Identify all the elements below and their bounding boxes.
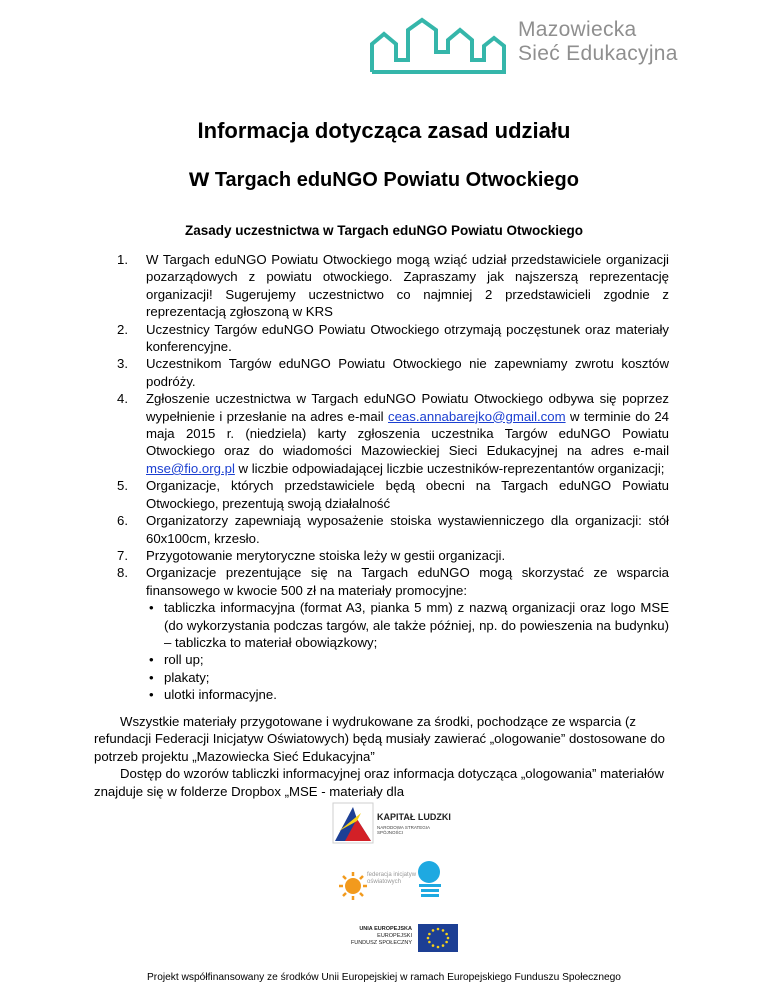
list-item: • ulotki informacyjne.	[149, 687, 277, 703]
rule-item	[117, 512, 669, 547]
rule-number: 3.	[117, 356, 128, 372]
rule-text: Organizatorzy zapewniają wyposażenie stoiska wystawienniczego dla organizacji: stół 60x100cm, krzesło.	[146, 513, 669, 546]
fio-logo	[339, 858, 449, 913]
rule-text: Organizacje prezentujące się na Targach eduNGO mogą skorzystać ze wsparcia finansowego w kwocie 500 zł na materiały promocyjne:	[146, 565, 669, 598]
logo-line-1: Mazowiecka	[518, 18, 637, 41]
kapital-ludzki-subtitle: NARODOWA STRATEGIA SPÓJNOŚCI	[377, 825, 430, 835]
title-event-name: Targach eduNGO Powiatu Otwockiego	[214, 169, 579, 191]
rules-list	[117, 251, 669, 704]
list-item: • tabliczka informacyjna (format A3, pianka 5 mm) z nazwą organizacji oraz logo MSE (do wykorzystania podczas targów, ale także później, np. do powieszenia na budynku) – tabliczka to materiał obowiązkowy;	[149, 600, 669, 650]
rule-number: 8.	[117, 565, 128, 581]
rule-item	[117, 355, 669, 390]
rule-item	[117, 251, 669, 321]
rule-text-part: w terminie do 24 maja 2015 r. (niedziela) karty zgłoszenia uczestnika Targów eduNGO Powiatu Otwockiego oraz do wiadomości Mazowieckiej Sieci Edukacyjnej na adres e-mail	[146, 408, 670, 459]
rule-text: Uczestnicy Targów eduNGO Powiatu Otwockiego otrzymają poczęstunek oraz materiały konferencyjne.	[146, 321, 669, 355]
bullet-icon: •	[149, 600, 154, 616]
eu-flag-icon	[418, 924, 458, 952]
page-title: Informacja dotycząca zasad udziału	[197, 118, 571, 143]
rule-number: 7.	[117, 547, 128, 563]
rule-number: 5.	[117, 478, 128, 494]
materials-list	[146, 599, 669, 703]
rule-number: 4.	[117, 391, 128, 407]
houses-logo-icon	[368, 16, 508, 76]
title-w: w	[189, 162, 210, 192]
mse-logo	[368, 12, 748, 82]
materials-paragraph	[94, 713, 676, 800]
rule-text: W Targach eduNGO Powiatu Otwockiego mogą wziąć udział przedstawiciele organizacji pozarządowych z powiatu otwockiego. Zapraszamy jak najszerszą reprezentację organizacji! Sugerujemy uczestnictwo co najmniej 2 przedstawicieli zgodnie z reprezentacją zgłoszoną w KRS	[146, 252, 669, 320]
rule-text-part: w liczbie odpowiadającej liczbie uczestników-reprezentantów organizacji;	[234, 460, 665, 476]
rule-item	[117, 321, 669, 356]
rule-number: 6.	[117, 513, 128, 529]
section-heading: Zasady uczestnictwa w Targach eduNGO Powiatu Otwockiego	[184, 223, 584, 238]
footer-text: Projekt współfinansowany ze środków Unii Europejskiej w ramach Europejskiego Funduszu Społecznego	[147, 972, 621, 983]
eu-text: UNIA EUROPEJSKA EUROPEJSKI FUNDUSZ SPOŁECZNY	[350, 926, 412, 946]
logo-line-2: Sieć Edukacyjna	[518, 42, 678, 65]
rule-item	[117, 564, 669, 703]
rule-text: Organizacje, których przedstawiciele będą obecni na Targach eduNGO Powiatu Otwockiego, prezentują swoją działalność	[146, 478, 669, 511]
email-link-mse[interactable]: mse@fio.org.pl	[146, 460, 235, 476]
paragraph-2: Dostęp do wzorów tabliczki informacyjnej oraz informacja dotycząca „ologowania” materiałów znajduje się w folderze Dropbox „MSE - materiały dla	[94, 766, 664, 799]
rule-item	[117, 390, 669, 477]
list-item: • plakaty;	[149, 669, 210, 685]
rule-text-part: Zgłoszenie uczestnictwa w Targach eduNGO Powiatu Otwockiego odbywa się poprzez wypełnienie i przesłanie na adres e-mail	[146, 391, 669, 424]
paragraph-1: Wszystkie materiały przygotowane i wydrukowane za środki, pochodzące ze wsparcia (z refundacji Federacji Inicjatyw Oświatowych) będą musiały zawierać „ologowanie” dostosowane do potrzeb projektu „Mazowiecka Sieć Edukacyjna”	[94, 714, 665, 764]
fio-text: federacja inicjatyw oświatowych	[367, 872, 417, 885]
logo-text	[518, 18, 678, 66]
list-item: • roll up;	[149, 652, 204, 668]
rule-item	[117, 477, 669, 512]
bullet-icon: •	[149, 652, 154, 668]
email-link-ceas[interactable]: ceas.annabarejko@gmail.com	[388, 408, 566, 424]
bullet-icon: •	[149, 669, 154, 685]
kapital-ludzki-logo	[331, 801, 451, 847]
rule-text: Przygotowanie merytoryczne stoiska leży w gestii organizacji.	[146, 547, 506, 563]
kapital-ludzki-icon	[331, 801, 375, 845]
page-title-line-2	[0, 162, 768, 193]
rule-item	[117, 547, 669, 564]
rule-text: Uczestnikom Targów eduNGO Powiatu Otwockiego nie zapewniamy zwrotu kosztów podróży.	[146, 356, 669, 389]
rule-number: 2.	[117, 321, 128, 337]
kapital-ludzki-title: KAPITAŁ LUDZKI	[377, 812, 451, 822]
rule-number: 1.	[117, 252, 128, 267]
bullet-icon: •	[149, 687, 154, 703]
eu-logo	[340, 922, 458, 958]
